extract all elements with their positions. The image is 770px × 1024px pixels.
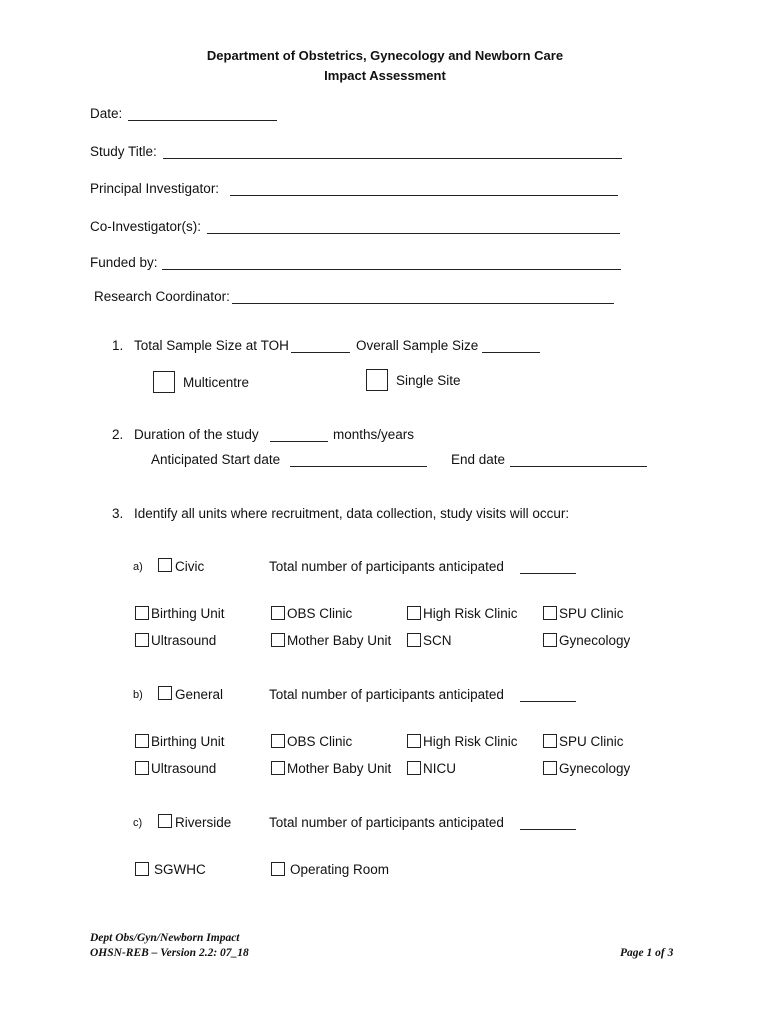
civic-high-risk-clinic-label: High Risk Clinic	[423, 606, 518, 621]
general-nicu-label: NICU	[423, 761, 456, 776]
question-3-number: 3.	[112, 506, 124, 521]
riverside-checkbox[interactable]	[158, 814, 172, 828]
civic-checkbox[interactable]	[158, 558, 172, 572]
riverside-total-participants-label: Total number of participants anticipated	[269, 815, 504, 830]
overall-sample-size-label: Overall Sample Size	[356, 338, 479, 353]
toh-sample-size-field[interactable]	[291, 352, 350, 353]
civic-spu-clinic-checkbox[interactable]	[543, 606, 557, 620]
general-birthing-unit-label: Birthing Unit	[151, 734, 225, 749]
study-title-field[interactable]	[163, 158, 622, 159]
civic-gynecology-label: Gynecology	[559, 633, 631, 648]
multicentre-checkbox[interactable]	[153, 371, 175, 393]
riverside-label: Riverside	[175, 815, 232, 830]
civic-obs-clinic-checkbox[interactable]	[271, 606, 285, 620]
civic-label: Civic	[175, 559, 205, 574]
general-high-risk-clinic-checkbox[interactable]	[407, 734, 421, 748]
sgwhc-label: SGWHC	[154, 862, 206, 877]
question-2-number: 2.	[112, 427, 124, 442]
page-number: Page 1 of 3	[620, 947, 674, 959]
duration-label: Duration of the study	[134, 427, 259, 442]
general-ultrasound-label: Ultrasound	[151, 761, 217, 776]
general-total-participants-field[interactable]	[520, 701, 576, 702]
footer-version: OHSN-REB – Version 2.2: 07_18	[90, 947, 249, 959]
footer-department: Dept Obs/Gyn/Newborn Impact	[90, 932, 240, 944]
general-spu-clinic-label: SPU Clinic	[559, 734, 624, 749]
civic-birthing-unit-checkbox[interactable]	[135, 606, 149, 620]
end-date-label: End date	[451, 452, 506, 467]
general-label: General	[175, 687, 224, 702]
funded-by-label: Funded by:	[90, 255, 158, 270]
civic-ultrasound-checkbox[interactable]	[135, 633, 149, 647]
date-field[interactable]	[128, 120, 277, 121]
operating-room-checkbox[interactable]	[271, 862, 285, 876]
single-site-checkbox[interactable]	[366, 369, 388, 391]
general-obs-clinic-checkbox[interactable]	[271, 734, 285, 748]
study-title-label: Study Title:	[90, 144, 157, 159]
civic-total-participants-field[interactable]	[520, 573, 576, 574]
research-coordinator-label: Research Coordinator:	[94, 289, 230, 304]
civic-birthing-unit-label: Birthing Unit	[151, 606, 225, 621]
question-1-number: 1.	[112, 338, 124, 353]
start-date-label: Anticipated Start date	[151, 452, 281, 467]
funded-by-field[interactable]	[162, 269, 621, 270]
civic-spu-clinic-label: SPU Clinic	[559, 606, 624, 621]
co-investigator-label: Co-Investigator(s):	[90, 219, 202, 234]
operating-room-label: Operating Room	[290, 862, 390, 877]
general-obs-clinic-label: OBS Clinic	[287, 734, 353, 749]
question-3-text: Identify all units where recruitment, data collection, study visits will occur:	[134, 506, 570, 521]
general-mother-baby-unit-checkbox[interactable]	[271, 761, 285, 775]
duration-units-label: months/years	[333, 427, 415, 442]
civic-obs-clinic-label: OBS Clinic	[287, 606, 353, 621]
end-date-field[interactable]	[510, 466, 647, 467]
document-title: Department of Obstetrics, Gynecology and Newborn Care	[206, 48, 564, 63]
civic-total-participants-label: Total number of participants anticipated	[269, 559, 504, 574]
civic-scn-checkbox[interactable]	[407, 633, 421, 647]
general-nicu-checkbox[interactable]	[407, 761, 421, 775]
research-coordinator-field[interactable]	[232, 303, 614, 304]
general-gynecology-label: Gynecology	[559, 761, 631, 776]
civic-scn-label: SCN	[423, 633, 452, 648]
site-c-letter: c)	[133, 817, 143, 829]
toh-sample-size-label: Total Sample Size at TOH	[134, 338, 289, 353]
sgwhc-checkbox[interactable]	[135, 862, 149, 876]
start-date-field[interactable]	[290, 466, 427, 467]
site-b-letter: b)	[133, 689, 143, 701]
general-ultrasound-checkbox[interactable]	[135, 761, 149, 775]
general-total-participants-label: Total number of participants anticipated	[269, 687, 504, 702]
civic-gynecology-checkbox[interactable]	[543, 633, 557, 647]
general-birthing-unit-checkbox[interactable]	[135, 734, 149, 748]
civic-high-risk-clinic-checkbox[interactable]	[407, 606, 421, 620]
general-spu-clinic-checkbox[interactable]	[543, 734, 557, 748]
civic-ultrasound-label: Ultrasound	[151, 633, 217, 648]
principal-investigator-label: Principal Investigator:	[90, 181, 220, 196]
civic-mother-baby-unit-checkbox[interactable]	[271, 633, 285, 647]
duration-field[interactable]	[270, 441, 328, 442]
general-high-risk-clinic-label: High Risk Clinic	[423, 734, 518, 749]
principal-investigator-field[interactable]	[230, 195, 618, 196]
riverside-total-participants-field[interactable]	[520, 829, 576, 830]
date-label: Date:	[90, 106, 123, 121]
civic-mother-baby-unit-label: Mother Baby Unit	[287, 633, 392, 648]
single-site-label: Single Site	[396, 373, 461, 388]
general-mother-baby-unit-label: Mother Baby Unit	[287, 761, 392, 776]
co-investigator-field[interactable]	[207, 233, 620, 234]
site-a-letter: a)	[133, 561, 143, 573]
multicentre-label: Multicentre	[183, 375, 250, 390]
general-checkbox[interactable]	[158, 686, 172, 700]
overall-sample-size-field[interactable]	[482, 352, 540, 353]
document-subtitle: Impact Assessment	[324, 68, 446, 83]
general-gynecology-checkbox[interactable]	[543, 761, 557, 775]
